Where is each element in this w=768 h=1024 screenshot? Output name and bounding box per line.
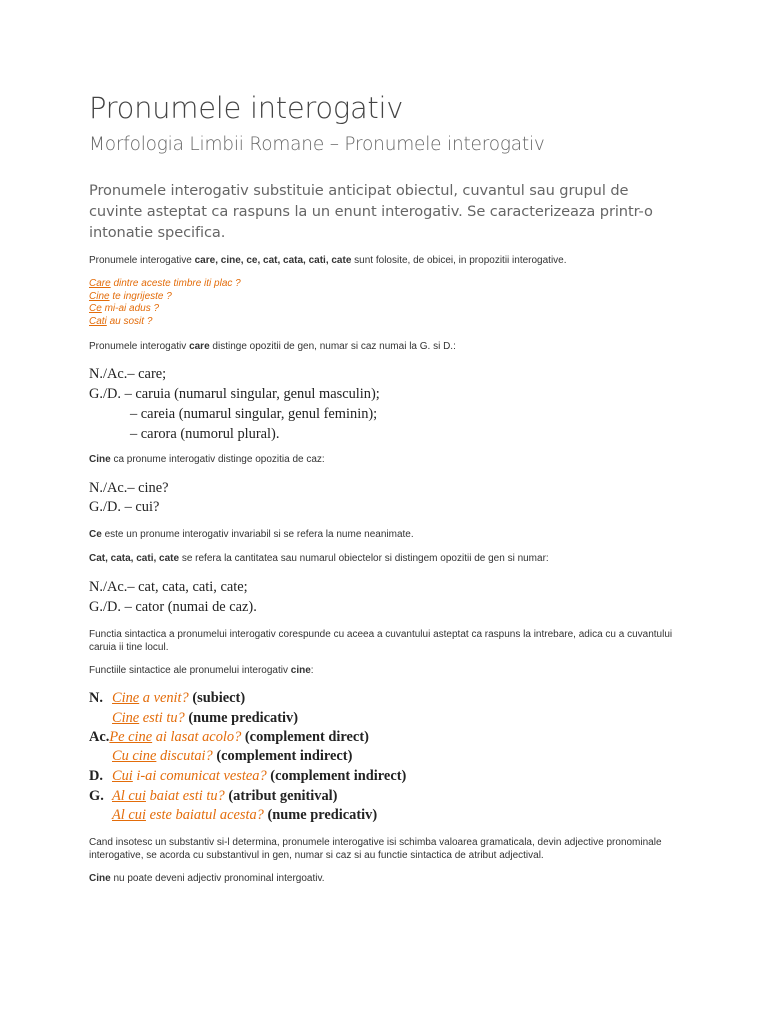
functions-intro-end: : <box>310 665 314 676</box>
care-paragraph <box>89 341 456 352</box>
cine-text: ca pronume interogativ distinge opozitia de caz: <box>110 454 325 465</box>
case-form: – cat, cata, cati, cate; <box>127 579 248 595</box>
function-example: i-ai comunicat vestea? <box>132 768 267 784</box>
functions-intro-bold: cine <box>290 665 311 676</box>
care-form-row <box>130 426 279 443</box>
function-name: (complement indirect) <box>270 768 407 784</box>
case-label: N./Ac. <box>89 480 128 496</box>
care-text-end: distinge opozitii de gen, numar si caz numai la G. si D.: <box>209 341 456 352</box>
function-row <box>89 788 337 805</box>
intro-bold: care, cine, ce, cat, cata, cati, cate <box>194 255 352 266</box>
function-name: (nume predicativ) <box>267 807 378 823</box>
function-word: Cui <box>112 768 133 784</box>
page-subtitle: Morfologia Limbii Romane – Pronumele interogativ <box>89 134 545 155</box>
case-label: N. <box>89 690 103 706</box>
example-list <box>89 278 241 328</box>
function-row <box>89 690 245 707</box>
example-word: Ce <box>89 303 102 315</box>
example-item <box>89 278 241 291</box>
intro-text: Pronumele interogative <box>89 255 195 266</box>
care-form-row <box>130 406 377 423</box>
example-text: te ingrijeste ? <box>109 290 172 302</box>
case-form: – cui? <box>120 499 160 515</box>
closing-paragraph <box>89 873 325 884</box>
functions-intro <box>89 665 314 676</box>
function-row <box>89 729 369 746</box>
function-word: Al cui <box>112 788 146 804</box>
function-example: este baiatul acesta? <box>145 807 264 823</box>
lead-paragraph: Pronumele interogativ substituie anticipat obiectul, cuvantul sau grupul de cuvinte asteptat ca raspuns la un enunt interogativ. Se caracterizeaza printr-o intonatie specifica. <box>89 182 653 241</box>
function-example: baiat esti tu? <box>145 788 225 804</box>
case-label: G./D. <box>89 386 121 402</box>
case-label: N./Ac. <box>89 366 128 382</box>
example-word: Care <box>89 278 111 289</box>
cat-text: se refera la cantitatea sau numarul obiectelor si distingem opozitii de gen si numar: <box>179 553 549 564</box>
function-word: Cine <box>112 710 140 726</box>
closing-bold: Cine <box>89 873 111 884</box>
function-row <box>89 768 406 785</box>
page-title: Pronumele interogativ <box>89 91 404 125</box>
case-form: – careia (numarul singular, genul feminin); <box>130 406 378 422</box>
function-example: esti tu? <box>139 710 185 726</box>
function-name: (nume predicativ) <box>188 710 299 726</box>
function-example: ai lasat acolo? <box>152 729 242 745</box>
ce-text: este un pronume interogativ invariabil si se refera la nume neanimate. <box>101 529 414 540</box>
case-label: G./D. <box>89 499 121 515</box>
example-text: au sosit ? <box>106 315 153 327</box>
function-example: discutai? <box>156 748 213 764</box>
case-label: G. <box>89 788 104 804</box>
care-bold: care <box>189 341 210 352</box>
function-name: (subiect) <box>192 690 246 706</box>
function-example: a venit? <box>139 690 189 706</box>
cine-paragraph <box>89 454 325 465</box>
functions-intro-text: Functiile sintactice ale pronumelui interogativ <box>89 665 291 676</box>
case-label: Ac. <box>89 729 110 745</box>
cine-bold: Cine <box>89 454 111 465</box>
adjective-paragraph: Cand insotesc un substantiv si-l determina, pronumele interogative isi schimba valoarea gramaticala, devin adjective pronominale interogative, se acorda cu substantivul in gen, numar si caz si au functie sintactica de atribut adjectival. <box>89 837 662 861</box>
function-name: (atribut genitival) <box>228 788 338 804</box>
cat-form-row <box>89 599 257 616</box>
cine-form-row <box>89 499 159 516</box>
case-form: – care; <box>127 366 167 382</box>
function-row <box>112 710 298 727</box>
function-name: (complement indirect) <box>216 748 353 764</box>
cine-form-row <box>89 480 169 497</box>
care-form-row <box>89 366 166 383</box>
intro-text-end: sunt folosite, de obicei, in propozitii interogative. <box>351 255 567 266</box>
example-item <box>89 316 241 329</box>
function-word: Pe cine <box>109 729 153 745</box>
care-form-row <box>89 386 380 403</box>
ce-bold: Ce <box>89 529 102 540</box>
example-item <box>89 303 241 316</box>
cat-bold: Cat, cata, cati, cate <box>89 553 180 564</box>
case-label: D. <box>89 768 103 784</box>
example-text: dintre aceste timbre iti plac ? <box>110 278 241 289</box>
intro-paragraph <box>89 255 567 266</box>
function-word: Cine <box>112 690 140 706</box>
example-word: Cati <box>89 315 107 327</box>
case-form: – cine? <box>127 480 169 496</box>
cat-paragraph <box>89 553 549 564</box>
care-text: Pronumele interogativ <box>89 341 190 352</box>
function-name: (complement direct) <box>244 729 369 745</box>
function-row <box>112 748 352 765</box>
case-label: G./D. <box>89 599 121 615</box>
cat-form-row <box>89 579 248 596</box>
function-word: Al cui <box>112 807 146 823</box>
function-paragraph: Functia sintactica a pronumelui interogativ corespunde cu aceea a cuvantului asteptat ca raspuns la intrebare, adica cu a cuvantului caruia ii tine locul. <box>89 629 673 653</box>
function-word: Cu cine <box>112 748 157 764</box>
example-item <box>89 291 241 304</box>
closing-text: nu poate deveni adjectiv pronominal intergoativ. <box>110 873 325 884</box>
case-form: – carora (numorul plural). <box>130 426 280 442</box>
case-form: – caruia (numarul singular, genul masculin); <box>120 386 380 402</box>
example-text: mi-ai adus ? <box>101 303 160 315</box>
case-form: – cator (numai de caz). <box>120 599 257 615</box>
function-row <box>112 807 377 824</box>
ce-paragraph <box>89 529 414 540</box>
example-word: Cine <box>89 290 110 302</box>
case-label: N./Ac. <box>89 579 128 595</box>
